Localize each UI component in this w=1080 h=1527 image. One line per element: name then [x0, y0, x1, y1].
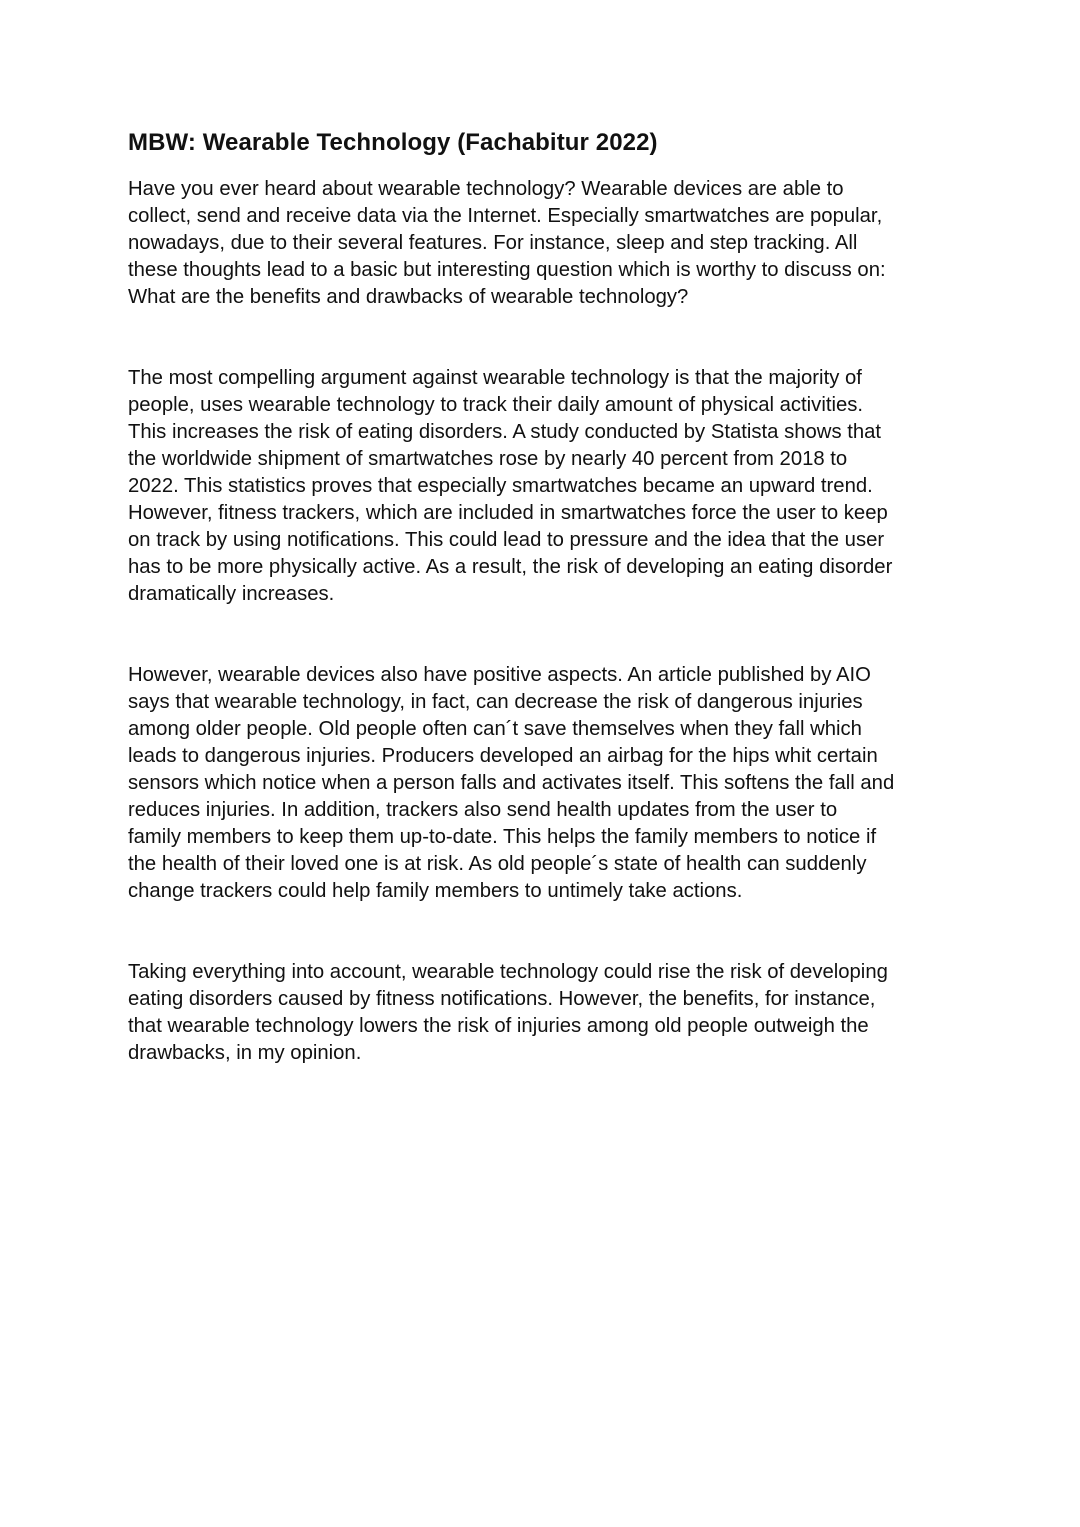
text-line: that wearable technology lowers the risk of injuries among old people outweigh the: [128, 1015, 869, 1037]
paragraph-drawbacks: [128, 365, 958, 608]
document-page: [128, 126, 958, 1067]
text-line: nowadays, due to their several features. For instance, sleep and step tracking. All: [128, 232, 858, 254]
text-line: among older people. Old people often can´t save themselves when they fall which: [128, 718, 862, 740]
text-line: What are the benefits and drawbacks of wearable technology?: [128, 286, 689, 308]
text-line: Taking everything into account, wearable technology could rise the risk of developing: [128, 961, 888, 983]
paragraph-benefits: [128, 662, 958, 905]
text-line: Have you ever heard about wearable technology? Wearable devices are able to: [128, 178, 844, 200]
text-line: eating disorders caused by fitness notifications. However, the benefits, for instance,: [128, 988, 876, 1010]
text-line: 2022. This statistics proves that especially smartwatches became an upward trend.: [128, 475, 873, 497]
text-line: collect, send and receive data via the Internet. Especially smartwatches are popular,: [128, 205, 883, 227]
text-line: people, uses wearable technology to track their daily amount of physical activities.: [128, 394, 864, 416]
text-line: dramatically increases.: [128, 583, 335, 605]
text-line: family members to keep them up-to-date. This helps the family members to notice if: [128, 826, 877, 848]
text-line: the health of their loved one is at risk. As old people´s state of health can suddenly: [128, 853, 867, 875]
text-line: However, fitness trackers, which are included in smartwatches force the user to keep: [128, 502, 888, 524]
paragraph-conclusion: [128, 959, 958, 1067]
text-line: on track by using notifications. This could lead to pressure and the idea that the user: [128, 529, 885, 551]
text-line: drawbacks, in my opinion.: [128, 1042, 362, 1064]
text-line: reduces injuries. In addition, trackers also send health updates from the user to: [128, 799, 838, 821]
text-line: However, wearable devices also have positive aspects. An article published by AIO: [128, 664, 871, 686]
text-line: says that wearable technology, in fact, can decrease the risk of dangerous injuries: [128, 691, 863, 713]
text-line: these thoughts lead to a basic but interesting question which is worthy to discuss on:: [128, 259, 886, 281]
document-title: MBW: Wearable Technology (Fachabitur 2022): [128, 129, 658, 156]
text-line: This increases the risk of eating disorders. A study conducted by Statista shows that: [128, 421, 882, 443]
text-line: leads to dangerous injuries. Producers developed an airbag for the hips whit certain: [128, 745, 878, 767]
paragraph-introduction: [128, 176, 958, 311]
text-line: has to be more physically active. As a result, the risk of developing an eating disorder: [128, 556, 893, 578]
text-line: sensors which notice when a person falls and activates itself. This softens the fall and: [128, 772, 895, 794]
text-line: The most compelling argument against wearable technology is that the majority of: [128, 367, 862, 389]
text-line: the worldwide shipment of smartwatches rose by nearly 40 percent from 2018 to: [128, 448, 848, 470]
text-line: change trackers could help family members to untimely take actions.: [128, 880, 743, 902]
